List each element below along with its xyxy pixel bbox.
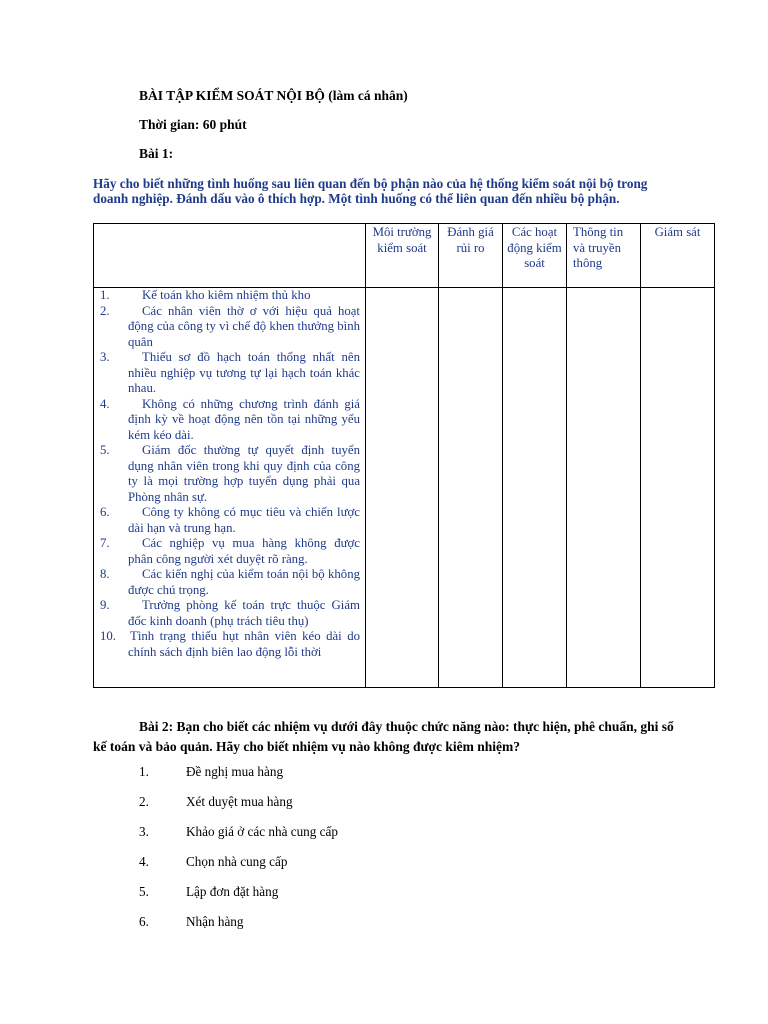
item-number: 7. <box>100 536 110 550</box>
header-blank-cell <box>94 224 366 288</box>
task-text: Nhận hàng <box>186 914 244 929</box>
header-monitoring: Giám sát <box>641 224 715 288</box>
list-item <box>94 397 360 444</box>
list-item <box>94 350 360 397</box>
item-text: Tình trạng thiếu hụt nhân viên kéo dài do chính sách định biên lao động lỗi thời <box>128 629 360 659</box>
item-number: 10. <box>100 629 116 643</box>
item-text: Không có những chương trình đánh giá định kỳ về hoạt động nên tồn tại những yếu kém kéo dài. <box>128 396 360 442</box>
item-text: Kế toán kho kiêm nhiệm thủ kho <box>142 288 311 302</box>
answer-cell-risk-assessment[interactable] <box>439 288 503 688</box>
header-information-communication: Thông tin và truyền thông <box>567 224 641 288</box>
task-text: Lập đơn đặt hàng <box>186 884 279 899</box>
item-text: Giám đốc thường tự quyết định tuyển dụng nhân viên trong khi quy định của công ty là mọi trường hợp tuyển dụng phải qua Phòng nhân sự. <box>128 443 360 504</box>
task-number: 6. <box>139 914 149 929</box>
list-item <box>94 536 360 567</box>
item-text: Thiếu sơ đồ hạch toán thống nhất nên nhiều nghiệp vụ tương tự lại hạch toán khác nhau. <box>128 350 360 395</box>
table-body-row <box>94 288 715 688</box>
list-item <box>94 505 360 536</box>
table-header-row <box>94 224 715 288</box>
exercise-1-label: Bài 1: <box>139 146 174 161</box>
answer-cell-control-environment[interactable] <box>366 288 439 688</box>
item-text: Các nghiệp vụ mua hàng không được phân công người xét duyệt rõ ràng. <box>128 536 360 566</box>
item-text: Các nhân viên thờ ơ với hiệu quả hoạt động của công ty vì chế độ khen thưởng bình quân <box>128 303 360 349</box>
item-number: 2. <box>100 303 110 318</box>
task-text: Chọn nhà cung cấp <box>186 854 288 869</box>
task-text: Đề nghị mua hàng <box>186 764 284 779</box>
task-number: 5. <box>139 884 149 899</box>
item-number: 4. <box>100 396 110 411</box>
list-item <box>94 567 360 598</box>
task-text: Xét duyệt mua hàng <box>186 794 293 809</box>
item-number: 8. <box>100 567 110 581</box>
list-item <box>94 288 360 304</box>
list-item <box>94 304 360 351</box>
item-number: 5. <box>100 443 110 457</box>
task-number: 3. <box>139 824 149 839</box>
header-control-activities: Các hoạt động kiểm soát <box>503 224 567 288</box>
task-text: Khảo giá ở các nhà cung cấp <box>186 824 338 839</box>
answer-cell-monitoring[interactable] <box>641 288 715 688</box>
item-number: 9. <box>100 598 110 612</box>
header-risk-assessment: Đánh giá rủi ro <box>439 224 503 288</box>
item-text: Công ty không có mục tiêu và chiến lược dài hạn và trung hạn. <box>128 505 360 535</box>
task-number: 4. <box>139 854 149 869</box>
time-limit: Thời gian: 60 phút <box>139 117 247 132</box>
task-number: 2. <box>139 794 149 809</box>
header-control-environment: Môi trường kiểm soát <box>366 224 439 288</box>
situation-list <box>94 288 365 660</box>
task-number: 1. <box>139 764 149 779</box>
exercise-2-text: Bài 2: Bạn cho biết các nhiệm vụ dưới đây thuộc chức năng nào: thực hiện, phê chuẩn, ghi sổ kế toán và bảo quản. Hãy cho biết nhiệm vụ nào không được kiêm nhiệm? <box>93 719 674 754</box>
list-item <box>94 443 360 505</box>
situations-cell <box>94 288 366 688</box>
answer-cell-information-communication[interactable] <box>567 288 641 688</box>
list-item <box>94 629 360 660</box>
list-item <box>94 598 360 629</box>
item-number: 3. <box>100 350 110 364</box>
item-text: Các kiến nghị của kiểm toán nội bộ không được chú trọng. <box>128 567 360 597</box>
classification-table <box>93 223 715 688</box>
exercise-2-prompt <box>93 717 683 757</box>
exercise-1-instructions: Hãy cho biết những tình huống sau liên quan đến bộ phận nào của hệ thống kiểm soát nội bộ trong doanh nghiệp. Đánh dấu vào ô thích hợp. Một tình huống có thể liên quan đến nhiều bộ phận. <box>93 176 648 206</box>
item-text: Trưởng phòng kế toán trực thuộc Giám đốc kinh doanh (phụ trách tiêu thụ) <box>128 598 360 628</box>
item-number: 1. <box>100 288 110 302</box>
document-title: BÀI TẬP KIỂM SOÁT NỘI BỘ (làm cá nhân) <box>139 88 408 103</box>
item-number: 6. <box>100 505 110 519</box>
answer-cell-control-activities[interactable] <box>503 288 567 688</box>
